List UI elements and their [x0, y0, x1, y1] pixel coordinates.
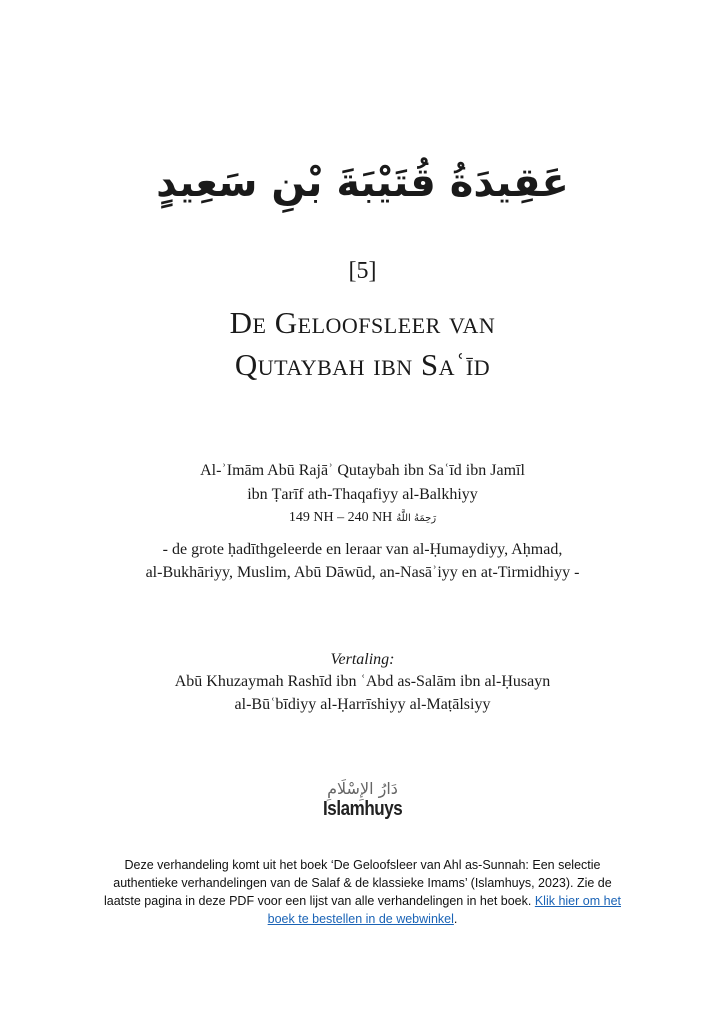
description-line-1: - de grote ḥadīthgeleerde en leraar van al-Ḥumaydiyy, Aḥmad, [162, 541, 563, 558]
author-line-2: ibn Ṭarīf ath-Thaqafiyy al-Balkhiyy [247, 486, 478, 503]
arabic-title: عَقِيدَةُ قُتَيْبَةَ بْنِ سَعِيدٍ [156, 160, 569, 206]
title-line-2: Qutaybah ibn Saʿīd [234, 347, 491, 382]
author-line-1: Al-ʾImām Abū Rajāʾ Qutaybah ibn Saʿīd ibn Jamīl [200, 462, 525, 479]
title-line-1: De Geloofsleer van [229, 305, 496, 340]
publisher-logo [0, 780, 725, 821]
order-book-link[interactable]: Klik hier om het boek te bestellen in de webwinkel [267, 894, 621, 926]
footer-end: . [453, 912, 458, 926]
translator-line-1: Abū Khuzaymah Rashīd ibn ʿAbd as-Salām ibn al-Ḥusayn [174, 673, 551, 690]
translation-label: Vertaling: [330, 651, 395, 668]
logo-arabic: دَارُ الإِسْلَامِ [327, 779, 398, 798]
dates-arabic: رَحِمَهُ اللَّهُ [396, 513, 437, 524]
translator-line-2: al-Būʿbīdiyy al-Ḥarrīshiyy al-Maṭālsiyy [234, 696, 491, 713]
author-dates [0, 510, 725, 526]
footer-note [100, 856, 625, 928]
logo-name: Islamhuys [322, 798, 403, 820]
description-line-2: al-Bukhāriyy, Muslim, Abū Dāwūd, an-Nasāʾiyy en at-Tirmidhiyy - [145, 564, 580, 581]
footer-text: Deze verhandeling komt uit het boek ‘De Geloofsleer van Ahl as-Sunnah: Een selectie authentieke verhandelingen van de Salaf & de klassieke Imams’ (Islamhuys, 2023). Zie de laatste pagina in deze PDF voor een lijst van alle verhandelingen in het boek. [104, 858, 612, 908]
dates-text: 149 NH – 240 NH [288, 510, 393, 525]
treatise-number: [5] [348, 258, 377, 284]
